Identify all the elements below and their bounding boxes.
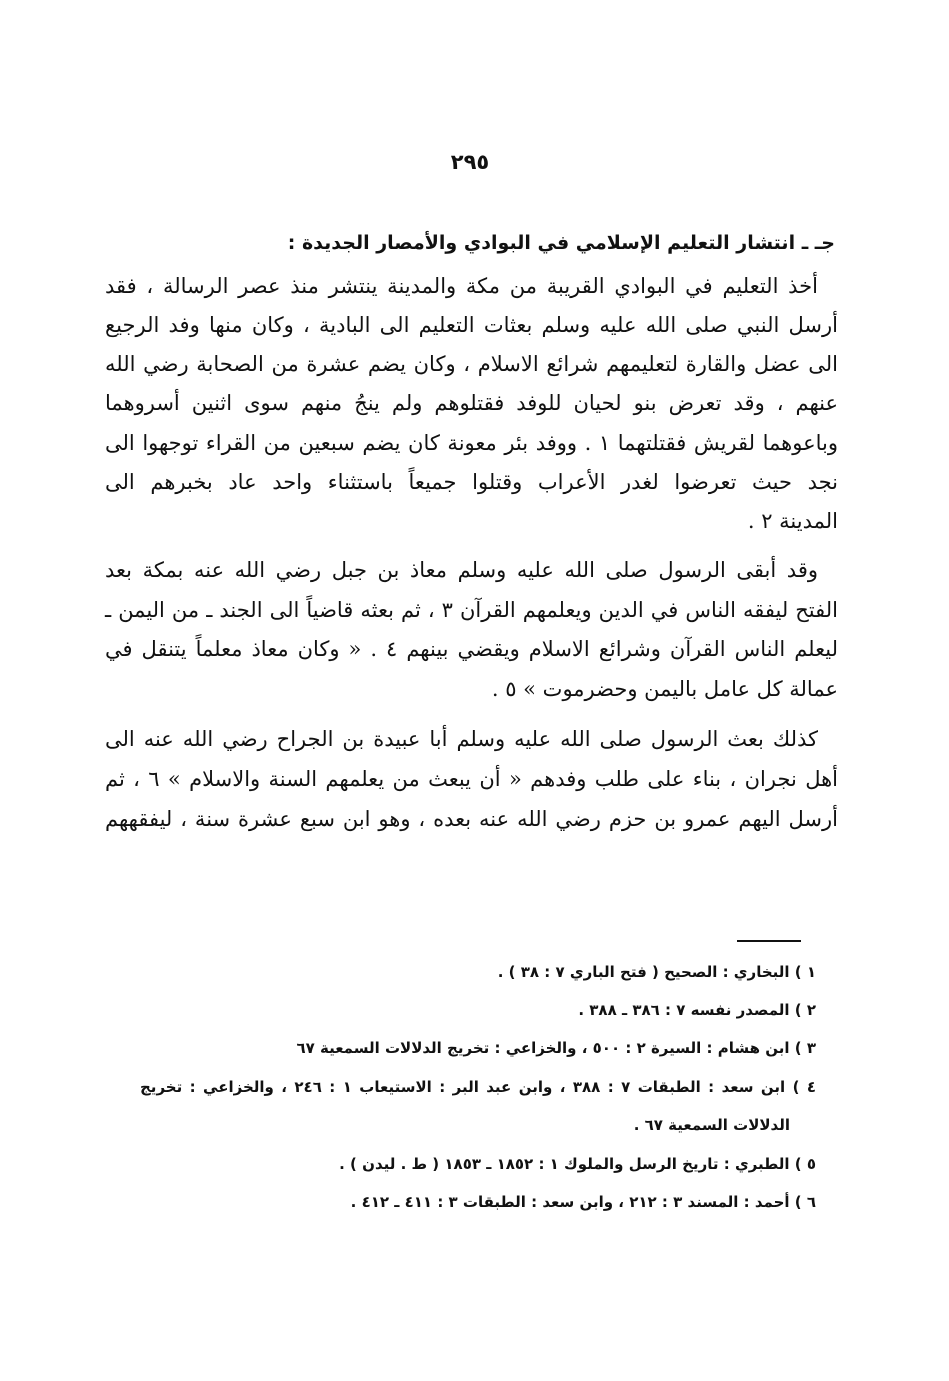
footnote: ٥ ) الطبري : تاريخ الرسل والملوك ١ : ١٨٥٢ ـ ١٨٥٣ ( ط . ليدن ) . bbox=[339, 1155, 816, 1173]
body-line: عنهم ، وقد تعرض بنو لحيان للوفد فقتلوهم ولم ينجُ منهم سوى اثنين أسروهما bbox=[105, 391, 838, 415]
body-line: أرسل اليهم عمرو بن حزم رضي الله عنه بعده ، وهو ابن سبع عشرة سنة ، ليفقههم bbox=[105, 807, 838, 831]
body-line: أهل نجران ، بناء على طلب وفدهم « أن يبعث من يعلمهم السنة والاسلام » ٦ ، ثم bbox=[105, 767, 839, 791]
footnote-continuation: الدلالات السمعية ٦٧ . bbox=[633, 1116, 790, 1134]
body-line: أرسل النبي صلى الله عليه وسلم بعثات التعليم الى البادية ، وكان منها وفد الرجيع bbox=[105, 313, 838, 337]
footnote: ١ ) البخاري : الصحيح ( فتح الباري ٧ : ٣٨ ) . bbox=[497, 963, 816, 981]
body-line: وباعوهما لقريش فقتلتهما ١ . ووفد بئر معونة كان يضم سبعين من القراء توجهوا الى bbox=[105, 431, 838, 455]
page-number: ٢٩٥ bbox=[450, 150, 490, 174]
body-line: أخذ التعليم في البوادي القريبة من مكة والمدينة ينتشر منذ عصر الرسالة ، فقد bbox=[105, 274, 818, 298]
body-line: المدينة ٢ . bbox=[747, 509, 838, 533]
footnote: ٦ ) أحمد : المسند ٣ : ٢١٢ ، وابن سعد : الطبقات ٣ : ٤١١ ـ ٤١٢ . bbox=[350, 1193, 816, 1211]
body-line: الفتح ليفقه الناس في الدين ويعلمهم القرآن ٣ ، ثم بعثه قاضياً الى الجند ـ من اليمن ـ bbox=[105, 598, 838, 622]
body-line: نجد حيث تعرضوا لغدر الأعراب وقتلوا جميعاً باستثناء واحد عاد بخبرهم الى bbox=[105, 470, 838, 494]
body-line: وقد أبقى الرسول صلى الله عليه وسلم معاذ بن جبل رضي الله عنه بمكة بعد bbox=[105, 558, 818, 582]
section-heading: جـ ـ انتشار التعليم الإسلامي في البوادي والأمصار الجديدة : bbox=[287, 232, 835, 254]
footnote: ٣ ) ابن هشام : السيرة ٢ : ٥٠٠ ، والخزاعي : تخريج الدلالات السمعية ٦٧ bbox=[296, 1039, 816, 1057]
body-line: ليعلم الناس القرآن وشرائع الاسلام ويقضي بينهم ٤ . « وكان معاذ معلماً يتنقل في bbox=[105, 637, 839, 661]
footnote-divider bbox=[737, 940, 801, 942]
footnote: ٢ ) المصدر نفسه ٧ : ٣٨٦ ـ ٣٨٨ . bbox=[578, 1001, 816, 1019]
body-line: كذلك بعث الرسول صلى الله عليه وسلم أبا عبيدة بن الجراح رضي الله عنه الى bbox=[105, 727, 818, 751]
footnote: ٤ ) ابن سعد : الطبقات ٧ : ٣٨٨ ، وابن عبد البر : الاستيعاب ١ : ٢٤٦ ، والخزاعي : تخريج bbox=[140, 1078, 816, 1096]
body-line: الى عضل والقارة لتعليمهم شرائع الاسلام ، وكان يضم عشرة من الصحابة رضي الله bbox=[105, 352, 838, 376]
body-line: عمالة كل عامل باليمن وحضرموت » ٥ . bbox=[491, 677, 838, 701]
